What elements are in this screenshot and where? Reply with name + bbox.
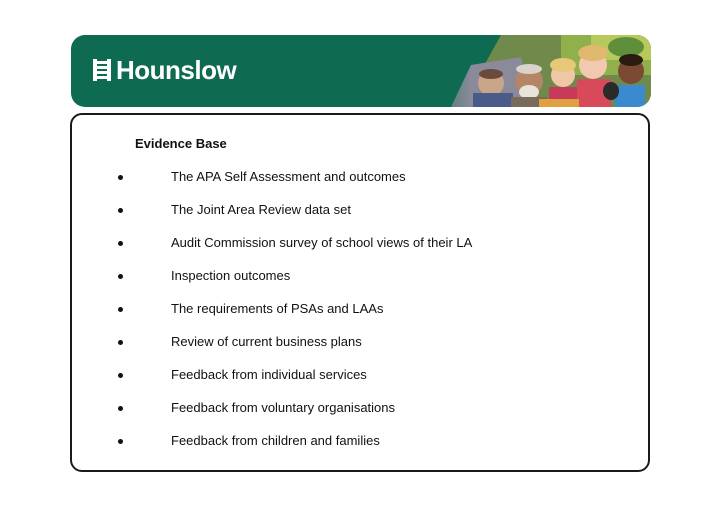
bullet-icon: [118, 373, 123, 378]
list-item: [0, 432, 640, 450]
bullet-icon: [118, 439, 123, 444]
list-item-text: Feedback from individual services: [171, 367, 367, 382]
banner-photo: [411, 35, 651, 107]
bullet-icon: [118, 208, 123, 213]
bullet-icon: [118, 175, 123, 180]
list-item: [0, 366, 640, 384]
section-heading: Evidence Base: [135, 136, 227, 151]
content-box: [70, 113, 650, 472]
bullet-icon: [118, 406, 123, 411]
bullet-icon: [118, 241, 123, 246]
list-item-text: Audit Commission survey of school views of their LA: [171, 235, 473, 250]
list-item: [0, 267, 640, 285]
list-item: [0, 399, 640, 417]
logo: [93, 55, 236, 85]
list-item: [0, 201, 640, 219]
list-item: [0, 300, 640, 318]
bullet-icon: [118, 307, 123, 312]
list-item: [0, 168, 640, 186]
list-item-text: Feedback from children and families: [171, 433, 380, 448]
brand-name: Hounslow: [116, 55, 237, 85]
list-item-text: Review of current business plans: [171, 334, 362, 349]
list-item-text: The Joint Area Review data set: [171, 202, 351, 217]
list-item-text: Inspection outcomes: [171, 268, 291, 283]
bullet-icon: [118, 274, 123, 279]
bullet-icon: [118, 340, 123, 345]
header-banner: [71, 35, 651, 107]
list-item: [0, 333, 640, 351]
list-item-text: The APA Self Assessment and outcomes: [171, 169, 406, 184]
list-item-text: Feedback from voluntary organisations: [171, 400, 396, 415]
list-item: [0, 234, 640, 252]
hounslow-logo-mark-icon: [93, 59, 111, 81]
list-item-text: The requirements of PSAs and LAAs: [171, 301, 384, 316]
